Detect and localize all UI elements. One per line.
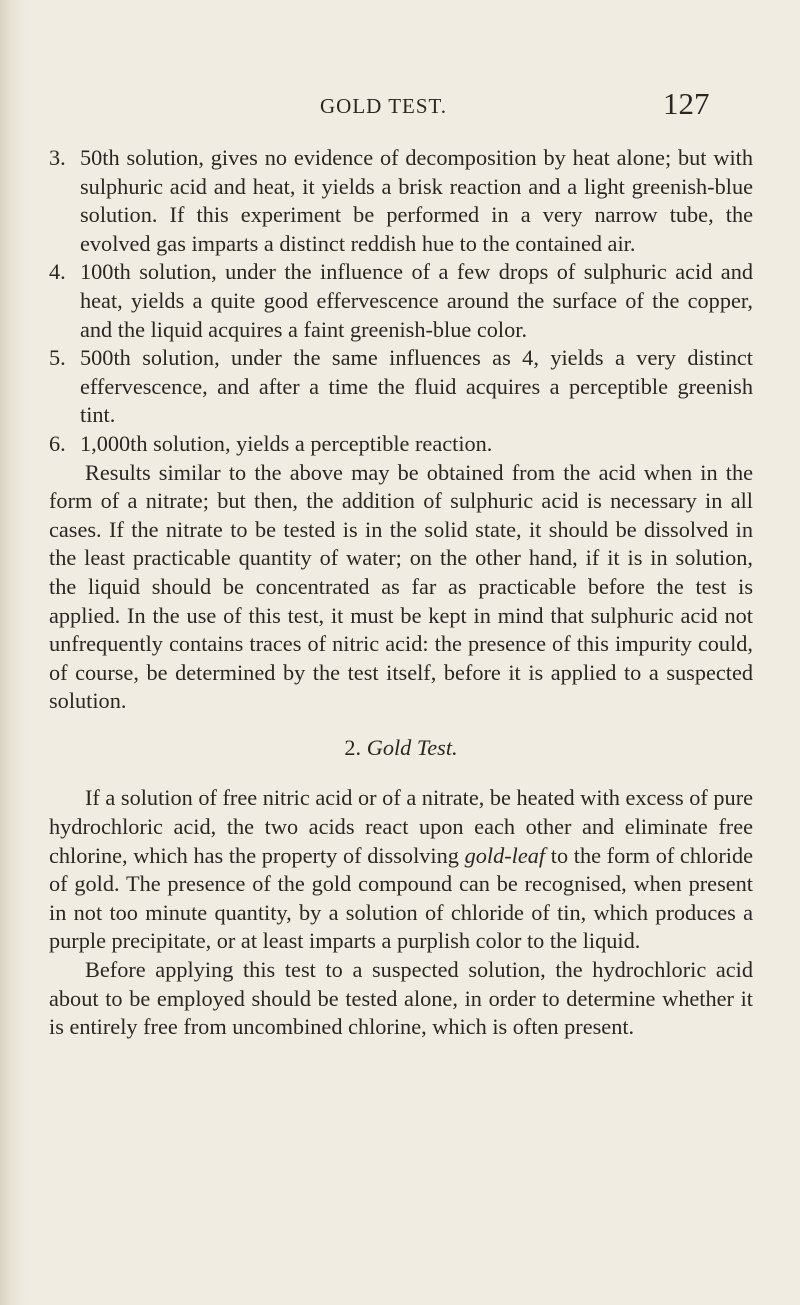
numbered-item [49,430,753,459]
item-number: 5. [49,345,66,371]
section-number: 2. [344,734,362,760]
item-text: 100th solution, under the influence of a few drops of sulphuric acid and heat, yields a quite good effervescence around the surface of the copper, and the liquid acquires a faint greenish-blue color. [80,259,753,342]
page-edge-shadow [0,0,26,1305]
paragraph-before-applying: Before applying this test to a suspected solution, the hydrochloric acid about to be employed should be tested alone, in order to determine whether it is entirely free from uncombined chlorine, which is often present. [49,957,753,1040]
paragraph-gold-test [49,784,753,956]
paragraph-results: Results similar to the above may be obtained from the acid when in the form of a nitrate; but then, the addition of sulphuric acid is necessary in all cases. If the nitrate to be tested is in the solid state, it should be dissolved in the least practicable quantity of water; on the other hand, if it is in solution, the liquid should be concentrated as far as practicable before the test is applied. In the use of this test, it must be kept in mind that sulphuric acid not unfrequently contains traces of nitric acid: the presence of this impurity could, of course, be determined by the test itself, before it is applied to a suspected solution. [49,459,753,714]
item-text: 50th solution, gives no evidence of decomposition by heat alone; but with sulphuric acid and heat, it yields a brisk reaction and a light greenish-blue solution. If this experiment be performed in a very narrow tube, the evolved gas imparts a distinct reddish hue to the contained air. [80,145,753,256]
page-header [0,84,800,124]
page-number: 127 [663,86,710,121]
paragraph-gold-text-after: to the form of chloride of gold. The presence of the gold compound can be recognised, when present in not too minute quantity, by a solution of chloride of tin, which produces a purple precipitate, or at least imparts a purplish color to the liquid. [49,842,753,954]
numbered-item [49,258,753,344]
numbered-item [49,344,753,430]
item-text: 1,000th solution, yields a perceptible reaction. [80,430,493,456]
numbered-item [49,144,753,258]
running-head: GOLD TEST. [320,94,448,118]
item-number: 4. [49,259,66,285]
section-title: Gold Test. [366,734,458,760]
page-body [49,144,753,1042]
italic-term: gold-leaf [464,842,546,868]
paragraph-gold-text-before: If a solution of free nitric acid or of a nitrate, be heated with excess of pure hydrochloric acid, the two acids react upon each other and eliminate free chlorine, which has the property of dissolving [49,785,754,868]
item-text: 500th solution, under the same influences as 4, yields a very distinct effervescence, and after a time the fluid acquires a perceptible greenish tint. [80,345,753,428]
item-number: 6. [49,430,66,456]
section-heading [49,734,753,763]
item-number: 3. [49,145,66,170]
